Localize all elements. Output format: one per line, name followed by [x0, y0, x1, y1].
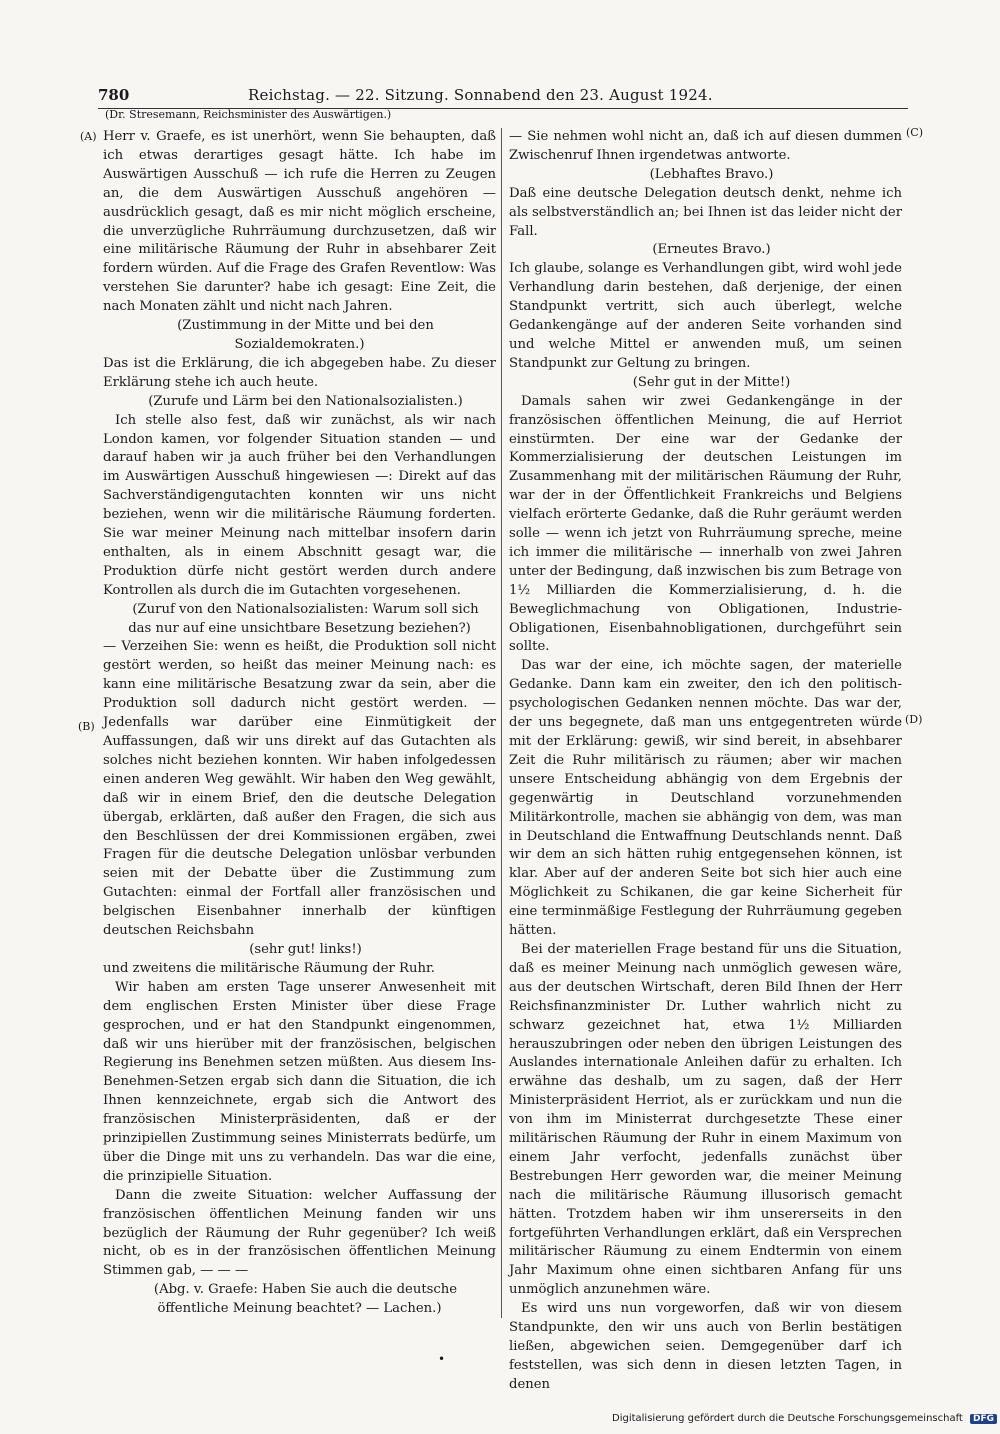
- dfg-logo: DFG: [970, 1414, 997, 1424]
- right-paragraph: — Sie nehmen wohl nicht an, daß ich auf diesen dummen Zwischenruf Ihnen irgendetwas antworte.: [509, 129, 902, 163]
- footer-credit: Digitalisierung gefördert durch die Deutsche Forschungsgemeinschaft: [612, 1413, 963, 1424]
- margin-mark-b: (B): [78, 720, 95, 733]
- right-interjection: (Lebhaftes Bravo.): [649, 166, 774, 182]
- running-head: Reichstag. — 22. Sitzung. Sonnabend den 23. August 1924.: [248, 86, 713, 104]
- column-divider: [501, 128, 502, 1318]
- left-paragraph: — Verzeihen Sie: wenn es heißt, die Produktion soll nicht gestört werden, so heißt das meiner Meinung nach: es kann eine militärische Besatzung zwar da sein, aber die Produktion soll dadurch nicht gestört werden. — Jedenfalls war darüber eine Einmütigkeit der Auffassungen, daß wir uns direkt auf das Gutachten als solches nicht beziehen konnten. Wir haben infolgedessen einen anderen Weg gewählt. Wir haben den Weg gewählt, daß wir in einem Brief, den die deutsche Delegation übergab, erklärten, daß außer den Fragen, die sich aus den Beschlüssen der drei Kommissionen ergäben, zwei Fragen für die deutsche Delegation unlösbar verbunden seien mit der Debatte über die Zustimmung zum Gutachten: einmal der Fortfall aller französischen und belgischen Eisenbahner innerhalb der künftigen deutschen Reichsbahn: [103, 639, 496, 939]
- right-paragraph: Es wird uns nun vorgeworfen, daß wir von diesem Standpunkte, den wir uns auch von Berlin bestätigen ließen, abgewichen seien. Demgegenüber darf ich feststellen, was sich denn in diesen letzten Tagen, in denen: [509, 1301, 902, 1392]
- left-paragraph: Dann die zweite Situation: welcher Auffassung der französischen öffentlichen Meinung fanden wir uns bezüglich der Räumung der Ruhr gegenüber? Ich weiß nicht, ob es in der französischen öffentlichen Meinung Stimmen gab, — — —: [103, 1187, 496, 1279]
- right-paragraph: Daß eine deutsche Delegation deutsch denkt, nehme ich als selbstverständlich an; bei Ihnen ist das leider nicht der Fall.: [509, 185, 902, 239]
- left-paragraph: Herr v. Graefe, es ist unerhört, wenn Sie behaupten, daß ich etwas derartiges gesagt hätte. Ich habe im Auswärtigen Ausschuß — ich rufe die Herren zu Zeugen an, die dem Auswärtigen Ausschuß angehören — ausdrücklich gesagt, daß es mir nicht möglich erscheine, die unverzügliche Ruhrräumung durchzusetzen, daß wir eine militärische Räumung der Ruhr in absehbarer Zeit fordern würden. Auf die Frage des Grafen Reventlow: Was verstehen Sie darunter? habe ich gesagt: Eine Zeit, die nach Monaten zählt und nicht nach Jahren.: [103, 129, 496, 315]
- left-interjection: (sehr gut! links!): [249, 941, 362, 957]
- speaker-line: (Dr. Stresemann, Reichsminister des Auswärtigen.): [105, 108, 392, 121]
- right-interjection: (Erneutes Bravo.): [652, 242, 771, 258]
- right-column: [509, 128, 902, 1395]
- margin-mark-a: (A): [80, 130, 97, 143]
- left-interjection: (Zuruf von den Nationalsozialisten: Warum soll sich das nur auf eine unsichtbare Besetzung beziehen?): [128, 601, 479, 636]
- left-interjection: (Zurufe und Lärm bei den Nationalsozialisten.): [148, 393, 463, 409]
- margin-mark-c: (C): [906, 126, 923, 139]
- left-interjection: (Zustimmung in der Mitte und bei den Sozialdemokraten.): [177, 318, 434, 352]
- left-paragraph: Das ist die Erklärung, die ich abgegeben habe. Zu dieser Erklärung stehe ich auch heute.: [103, 355, 496, 390]
- footer-dot: •: [438, 1352, 446, 1366]
- left-column: [103, 128, 496, 1319]
- right-paragraph: Das war der eine, ich möchte sagen, der materielle Gedanke. Dann kam ein zweiter, den ich den politisch-psychologischen Gedanken nennen möchte. Das war der, der uns begegnete, daß man uns entgegentreten würde mit der Erklärung: gewiß, wir sind bereit, in absehbarer Zeit die Ruhr militärisch zu räumen; aber wir machen unsere Entscheidung abhängig von dem Ergebnis der gegenwärtig in Deutschland vorzunehmenden Militärkontrolle, machen sie abhängig von dem, was man in Deutschland die Entwaffnung Deutschlands nennt. Daß wir dem an sich hätten ruhig entgegensehen können, ist klar. Aber auf der anderen Seite bot sich hier auch eine Möglichkeit zu Schikanen, die gar keine Sicherheit für eine terminmäßige Festlegung der Ruhrräumung gegeben hätten.: [509, 658, 902, 939]
- page-header: [98, 86, 908, 109]
- left-paragraph: Wir haben am ersten Tage unserer Anwesenheit mit dem englischen Ersten Minister über diese Frage gesprochen, und er hat den Standpunkt eingenommen, daß wir uns hierüber mit der französischen, belgischen Regierung ins Benehmen setzen müßten. Aus diesem Ins-Benehmen-Setzen ergab sich dann die Situation, die ich Ihnen kennzeichnete, ergab sich die Antwort des französischen Ministerpräsidenten, daß er der prinzipiellen Zustimmung seines Ministerrats bedürfe, um über die Dinge mit uns zu verhandeln. Das war die eine, die prinzipielle Situation.: [103, 979, 496, 1184]
- left-paragraph: und zweitens die militärische Räumung der Ruhr.: [103, 960, 435, 976]
- left-interjection: (Abg. v. Graefe: Haben Sie auch die deutsche öffentliche Meinung beachtet? — Lachen.): [153, 1282, 458, 1317]
- right-paragraph: Damals sahen wir zwei Gedankengänge in der französischen öffentlichen Meinung, die auf Herriot einstürmten. Der eine war der Gedanke der Kommerzialisierung der deutschen Leistungen im Zusammenhang mit der militärischen Räumung der Ruhr, war der in der Öffentlichkeit Frankreichs und Belgiens vielfach erörterte Gedanke, daß die Ruhr geräumt werden solle — wenn ich jetzt von Ruhrräumung spreche, meine ich immer die militärische — innerhalb von zwei Jahren unter der Bedingung, daß inzwischen bis zum Betrage von 1½ Milliarden die Kommerzialisierung, d. h. die Beweglichmachung von Obligationen, Industrie-Obligationen, Eisenbahnobligationen, durchgeführt sein sollte.: [509, 393, 902, 655]
- right-interjection: (Sehr gut in der Mitte!): [632, 374, 791, 390]
- margin-mark-d: (D): [905, 713, 923, 726]
- page-number: 780: [98, 86, 130, 104]
- footer: [612, 1413, 997, 1424]
- right-paragraph: Bei der materiellen Frage bestand für uns die Situation, daß es meiner Meinung nach unmöglich gewesen wäre, aus der deutschen Wirtschaft, deren Bild Ihnen der Herr Reichsfinanzminister Dr. Luther wahrlich nicht zu schwarz gezeichnet hat, etwa 1½ Milliarden herauszubringen oder neben den übrigen Leistungen des Auslandes internationale Anleihen dafür zu erhalten. Ich erwähne das deshalb, um zu sagen, daß der Herr Ministerpräsident Herriot, als er zurückkam und nun die von ihm im Ministerrat durchgesetzte These einer militärischen Räumung der Ruhr in einem Maximum von einem Jahr verfocht, jedenfalls zunächst über Bestrebungen Herr geworden war, die meiner Meinung nach die militärische Räumung illusorisch gemacht hätten. Trotzdem haben wir ihm unsererseits in den fortgeführten Verhandlungen erklärt, daß ein Versprechen militärischer Räumung zu einem Endtermin von einem Jahr Maximum ohne einen sichtbaren Anfang für uns unmöglich anzunehmen wäre.: [509, 941, 902, 1298]
- right-paragraph: Ich glaube, solange es Verhandlungen gibt, wird wohl jede Verhandlung darin bestehen, daß derjenige, der einen Standpunkt vertritt, sich auch überlegt, welche Gedankengänge auf der anderen Seite vorhanden sind und welche Mittel er anwenden muß, um seinen Standpunkt zur Geltung zu bringen.: [509, 261, 902, 371]
- left-paragraph: Ich stelle also fest, daß wir zunächst, als wir nach London kamen, vor folgender Situation standen — und darauf haben wir ja auch früher bei den Verhandlungen im Auswärtigen Ausschuß hingewiesen —: Direkt auf das Sachverständigengutachten konnten wir uns nicht beziehen, wenn wir die militärische Räumung forderten. Sie war meiner Meinung nach mittelbar insofern darin enthalten, als in einem Abschnitt gesagt war, die Produktion dürfe nicht gestört werden durch andere Kontrollen als durch die im Gutachten vorgesehenen.: [103, 412, 496, 598]
